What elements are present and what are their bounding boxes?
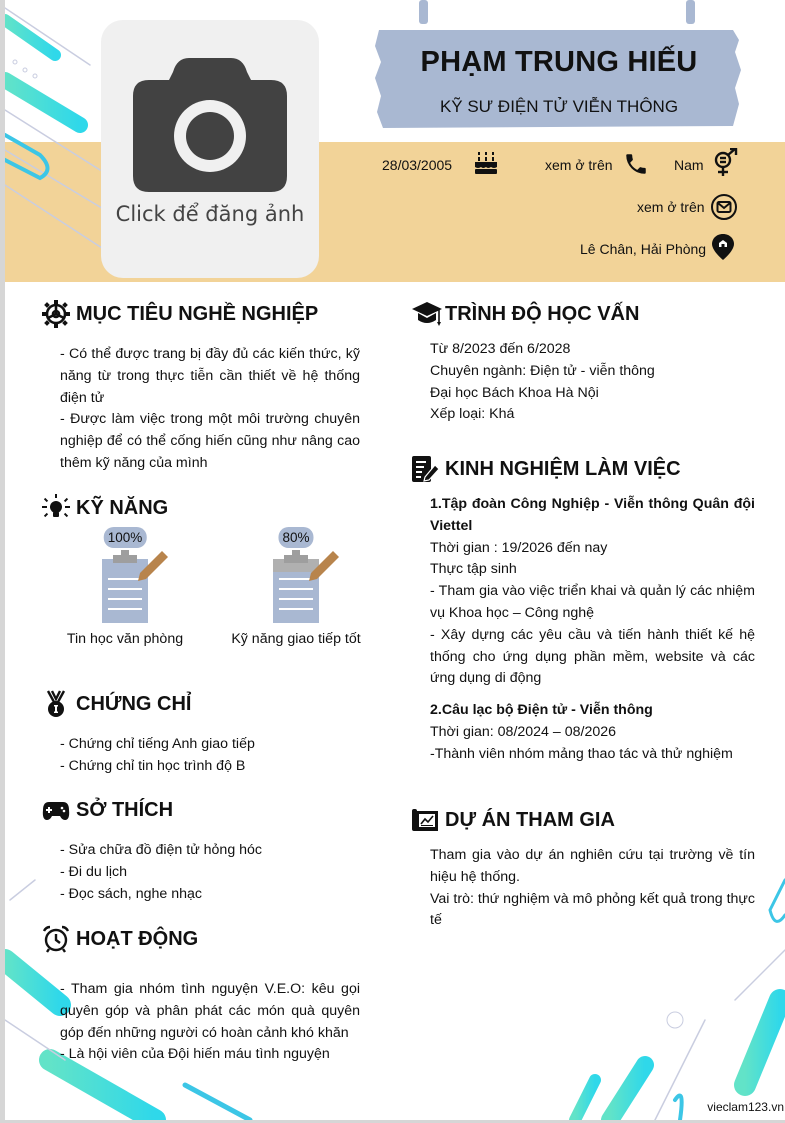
certificates-body — [60, 734, 360, 778]
certificate-item: - Chứng chỉ tin học trình độ B — [60, 757, 246, 774]
cv-page — [5, 0, 785, 1120]
alarm-clock-icon — [42, 925, 70, 953]
education-body — [430, 339, 755, 426]
job-duty: - Tham gia vào việc triển khai và quản lý các nhiệm vụ Khoa học – Công nghệ — [430, 583, 755, 621]
experience-title: KINH NGHIỆM LÀM VIỆC — [445, 457, 681, 480]
job-role: -Thành viên nhóm mảng thao tác và thử nghiệm — [430, 745, 733, 762]
certificates-title: CHỨNG CHỈ — [76, 692, 192, 715]
job-role: Thực tập sinh — [430, 561, 517, 578]
gamepad-icon — [42, 796, 70, 824]
medal-icon — [42, 690, 70, 718]
activity-item: - Là hội viên của Đội hiến máu tình nguyện — [60, 1046, 330, 1063]
activity-item: - Tham gia nhóm tình nguyện V.E.O: kêu gọi quyên góp và phân phát các món quà quyên góp đến những người có hoàn cảnh khó khăn — [60, 981, 360, 1041]
chart-board-icon — [411, 806, 439, 834]
hobby-item: - Đọc sách, nghe nhạc — [60, 885, 202, 902]
job-time: Thời gian : 19/2026 đến nay — [430, 539, 608, 556]
activities-title: HOẠT ĐỘNG — [76, 927, 199, 950]
project-line: Vai trò: thứ nghiệm và mô phỏng kết quả trong thực tế — [430, 890, 755, 929]
hobby-item: - Đi du lịch — [60, 863, 128, 880]
birthday-cake-icon — [474, 151, 498, 175]
skill-name: Tin học văn phòng — [66, 631, 184, 647]
edit-document-icon — [411, 455, 439, 483]
hobbies-title: SỞ THÍCH — [76, 798, 174, 821]
phone-icon — [623, 151, 649, 177]
skill-item — [50, 527, 200, 657]
experience-heading — [411, 455, 681, 483]
email-icon — [710, 193, 738, 221]
objective-body — [60, 344, 360, 475]
project-line: Tham gia vào dự án nghiên cứu tại trường về tín hiệu hệ thống. — [430, 847, 755, 885]
projects-body — [430, 845, 755, 932]
hobbies-body — [60, 840, 360, 905]
photo-upload-label: Click để đăng ảnh — [115, 202, 305, 226]
clipboard-icon — [100, 547, 170, 623]
skill-percent: 80% — [278, 527, 313, 548]
location-pin-icon — [711, 233, 735, 261]
gear-icon — [42, 300, 70, 328]
objective-line: - Có thể được trang bị đầy đủ các kiến thức, kỹ năng từ trong thực tiễn cần thiết về hệ thống điện tử — [60, 346, 360, 406]
birthday-value: 28/03/2005 — [382, 157, 453, 173]
job-time: Thời gian: 08/2024 – 08/2026 — [430, 723, 617, 740]
skill-percent: 100% — [104, 527, 147, 548]
projects-title: DỰ ÁN THAM GIA — [445, 808, 615, 831]
skill-item — [221, 527, 371, 677]
skills-title: KỸ NĂNG — [76, 496, 169, 519]
skill-name: Kỹ năng giao tiếp tốt — [231, 631, 361, 647]
email-value: xem ở trên — [637, 199, 705, 215]
objective-line: - Được làm việc trong một môi trường chuyên nghiệp để có thể cống hiến cũng như nâng cao thêm kỹ năng của mình — [60, 411, 360, 471]
skills-heading — [42, 494, 168, 522]
full-name: PHẠM TRUNG HIẾU — [420, 46, 698, 78]
certificate-item: - Chứng chỉ tiếng Anh giao tiếp — [60, 736, 255, 752]
education-heading — [411, 300, 639, 328]
hobbies-heading — [42, 796, 173, 824]
activities-body — [60, 979, 360, 1066]
address-value: Lê Chân, Hải Phòng — [580, 241, 707, 257]
education-period: Từ 8/2023 đến 6/2028 — [430, 341, 571, 357]
objective-heading — [42, 300, 318, 328]
certificates-heading — [42, 690, 191, 718]
job-company: 2.Câu lạc bộ Điện tử - Viễn thông — [430, 702, 653, 719]
camera-icon — [131, 58, 289, 194]
photo-upload[interactable] — [101, 20, 319, 278]
objective-title: MỤC TIÊU NGHỀ NGHIỆP — [76, 302, 319, 325]
job-duty: - Xây dựng các yêu cầu và tiến hành thiết kế hệ thống cho ứng dụng phần mềm, website và các ứng dụng di động — [430, 626, 755, 687]
education-grade: Xếp loại: Khá — [430, 406, 515, 423]
job-company: 1.Tập đoàn Công Nghiệp - Viễn thông Quân đội Viettel — [430, 496, 755, 534]
gender-value: Nam — [674, 157, 704, 173]
watermark: vieclam123.vn — [707, 1100, 784, 1114]
education-school: Đại học Bách Khoa Hà Nội — [430, 384, 599, 401]
experience-body — [430, 494, 755, 766]
education-title: TRÌNH ĐỘ HỌC VẤN — [445, 302, 640, 325]
phone-value: xem ở trên — [545, 157, 613, 173]
lightbulb-icon — [42, 494, 70, 522]
education-major: Chuyên ngành: Điện tử - viễn thông — [430, 362, 655, 379]
activities-heading — [42, 925, 198, 953]
clipboard-icon — [271, 547, 341, 623]
job-title: KỸ SƯ ĐIỆN TỬ VIỄN THÔNG — [439, 97, 679, 116]
hobby-item: - Sửa chữa đồ điện tử hỏng hóc — [60, 842, 263, 858]
graduation-cap-icon — [411, 300, 443, 328]
gender-icon — [712, 148, 740, 178]
projects-heading — [411, 806, 615, 834]
